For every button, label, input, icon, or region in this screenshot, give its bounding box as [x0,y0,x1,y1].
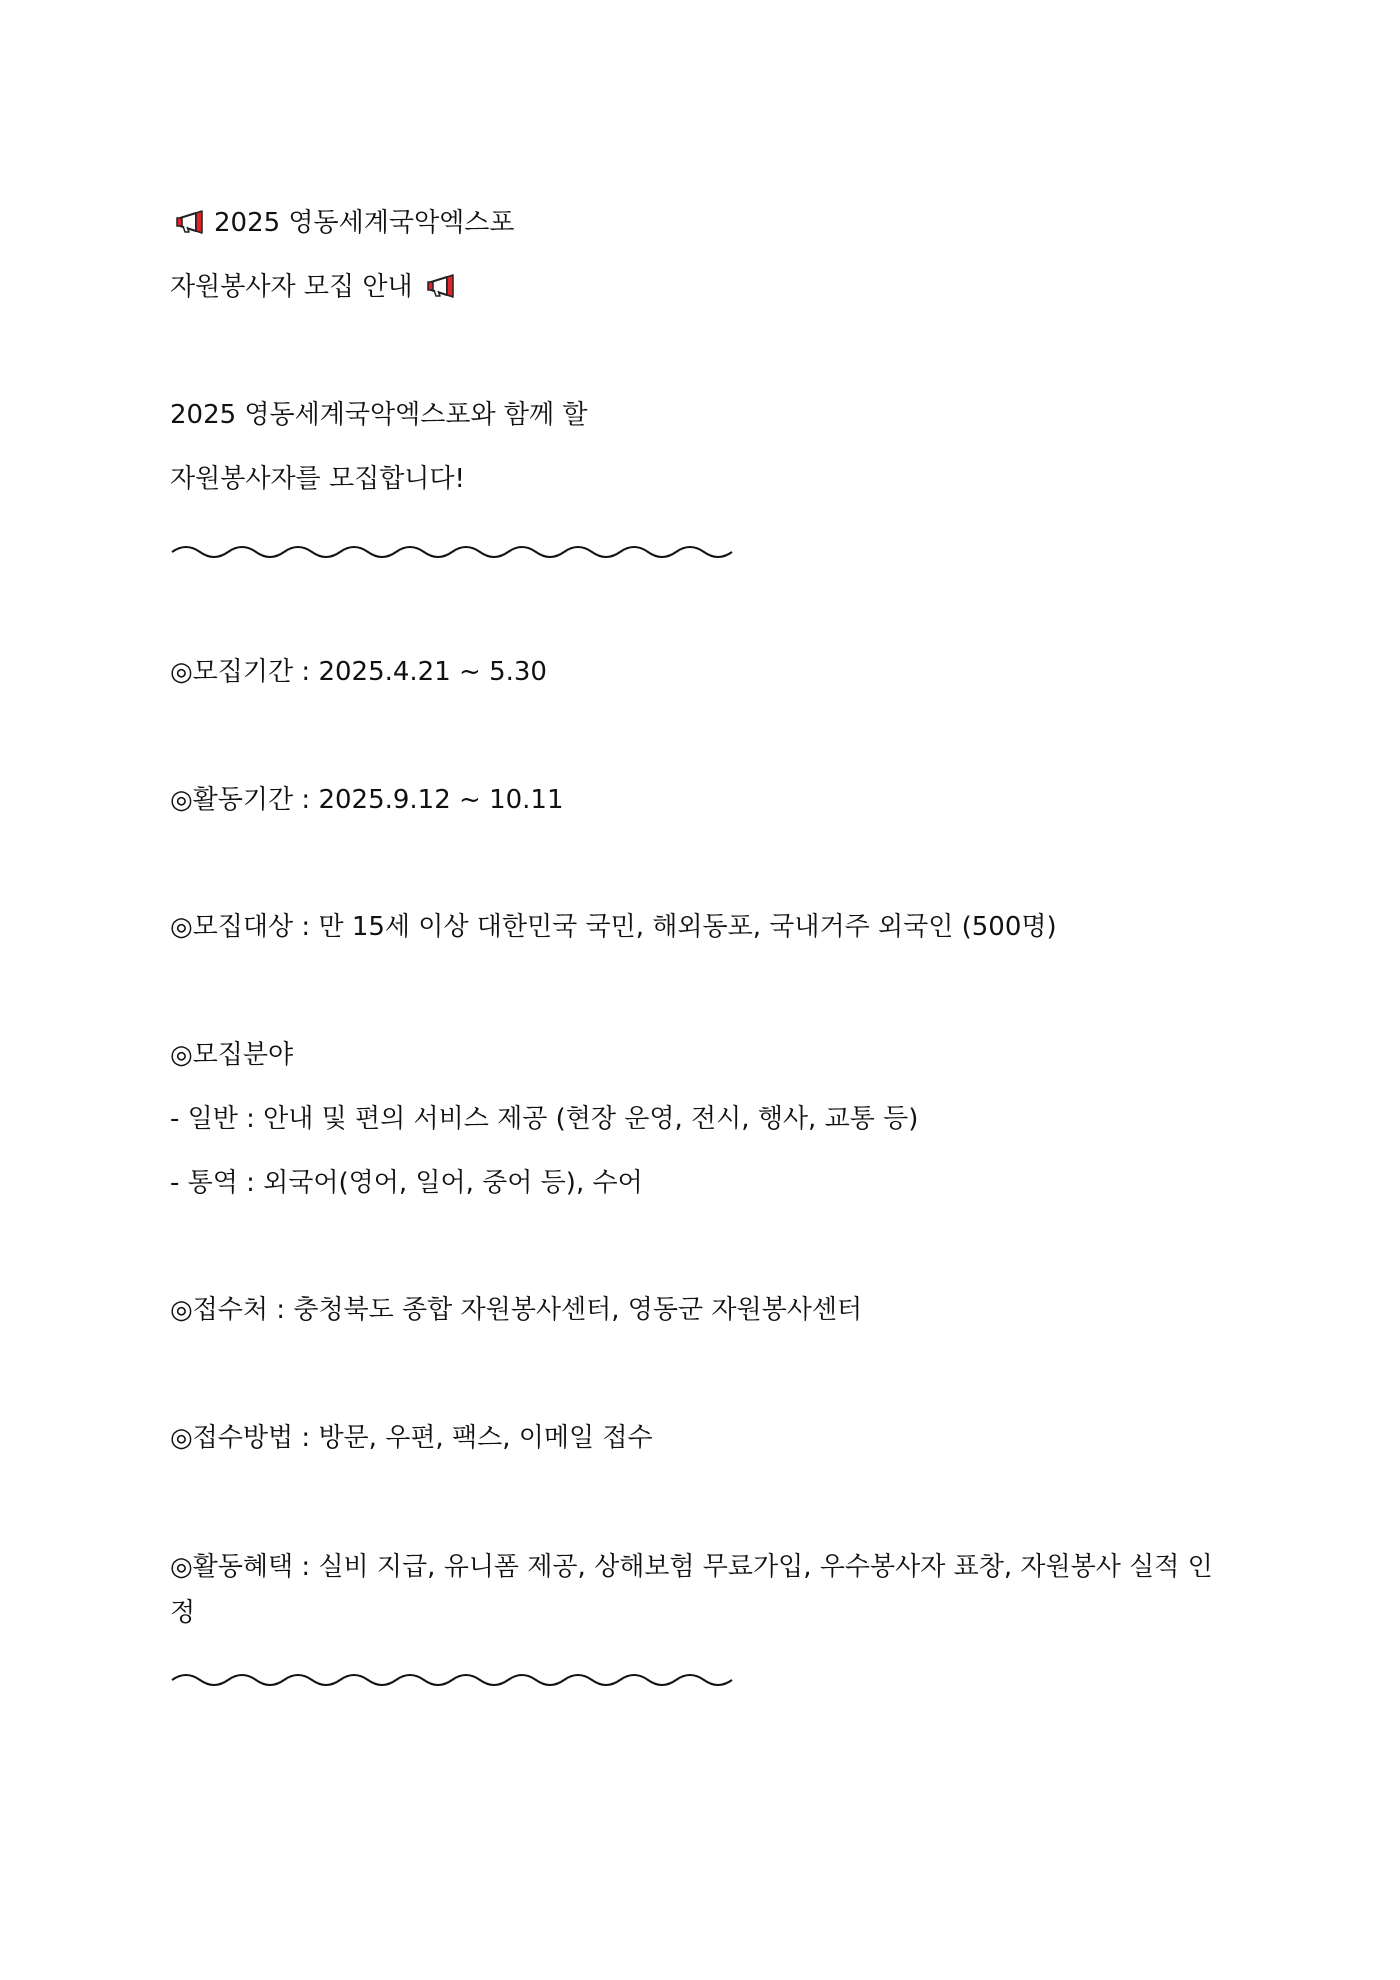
application-method: ◎접수방법 : 방문, 우편, 팩스, 이메일 접수 [170,1423,653,1453]
megaphone-icon [176,210,208,234]
recruit-period: ◎모집기간 : 2025.4.21 ~ 5.30 [170,657,547,687]
intro-line-2: 자원봉사자를 모집합니다! [170,464,465,494]
intro-line-1: 2025 영동세계국악엑스포와 함께 할 [170,400,588,430]
field-general: - 일반 : 안내 및 편의 서비스 제공 (현장 운영, 전시, 행사, 교통 등) [170,1104,919,1134]
title-text-1: 2025 영동세계국악엑스포 [214,208,515,238]
fields-heading: ◎모집분야 [170,1040,294,1070]
activity-period: ◎활동기간 : 2025.9.12 ~ 10.11 [170,785,564,815]
megaphone-icon [427,274,459,298]
recruit-target: ◎모집대상 : 만 15세 이상 대한민국 국민, 해외동포, 국내거주 외국인 (500명) [170,912,1057,942]
wavy-divider [170,540,735,560]
title-line-2 [170,270,465,304]
wavy-divider [170,1668,735,1688]
title-text-2: 자원봉사자 모집 안내 [170,272,413,302]
activity-benefits: ◎활동혜택 : 실비 지급, 유니폼 제공, 상해보험 무료가입, 우수봉사자 표창, 자원봉사 실적 인정 [170,1552,1213,1628]
reception: ◎접수처 : 충청북도 종합 자원봉사센터, 영동군 자원봉사센터 [170,1295,863,1325]
field-interpret: - 통역 : 외국어(영어, 일어, 중어 등), 수어 [170,1168,643,1198]
title-line-1 [170,206,514,240]
